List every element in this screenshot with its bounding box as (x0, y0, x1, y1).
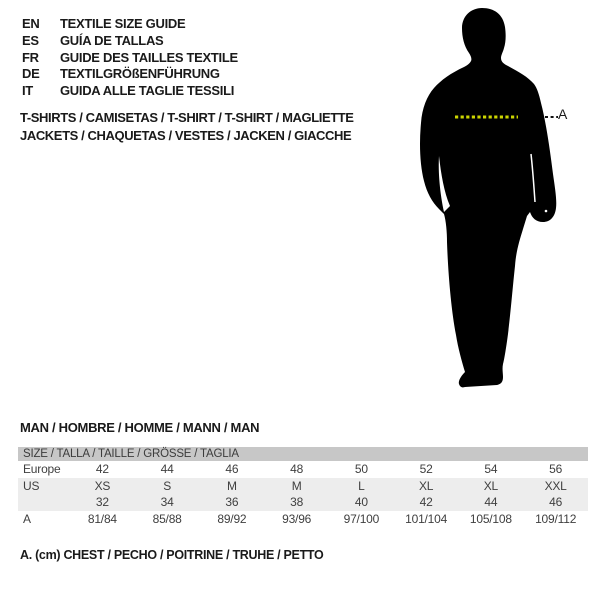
size-cell: 36 (225, 495, 239, 510)
size-cell: 50 (354, 462, 368, 477)
size-cell: 38 (290, 495, 304, 510)
size-cell: 85/88 (152, 511, 182, 526)
size-cell: 101/104 (405, 511, 448, 526)
size-cell: 34 (160, 495, 174, 510)
size-cell: 32 (95, 495, 109, 510)
size-cell: 42 (419, 495, 433, 510)
row-label: Europe (23, 462, 61, 477)
measure-label-a: A (558, 106, 568, 122)
size-cell: 42 (95, 462, 109, 477)
size-cell: 81/84 (87, 511, 117, 526)
language-label: TEXTILE SIZE GUIDE (60, 16, 186, 31)
language-row (22, 83, 238, 100)
table-row (18, 478, 588, 495)
size-cell: XL (418, 478, 434, 493)
garment-line: T-SHIRTS / CAMISETAS / T-SHIRT / T-SHIRT / MAGLIETTE (20, 110, 354, 125)
language-row (22, 16, 238, 33)
measurement-footnote: A. (cm) CHEST / PECHO / POITRINE / TRUHE / PETTO (20, 548, 324, 562)
language-label: GUIDE DES TAILLES TEXTILE (60, 49, 238, 65)
size-cell: 56 (549, 462, 563, 477)
language-label: TEXTILGRÖßENFÜHRUNG (60, 66, 220, 82)
size-cell: XS (94, 478, 111, 493)
table-row (18, 494, 588, 511)
size-cell: 54 (484, 462, 498, 477)
row-label: A (23, 511, 31, 526)
size-cell: 97/100 (343, 511, 380, 526)
size-cell: 46 (549, 495, 563, 510)
row-label: US (23, 478, 40, 493)
size-cell: 48 (290, 462, 304, 477)
section-title-man: MAN / HOMBRE / HOMME / MANN / MAN (20, 420, 260, 435)
size-cell: XXL (544, 478, 567, 493)
garment-type-lines (20, 109, 354, 145)
language-code: ES (22, 32, 39, 48)
language-label: GUIDA ALLE TAGLIE TESSILI (60, 83, 235, 99)
garment-line: JACKETS / CHAQUETAS / VESTES / JACKEN / GIACCHE (20, 128, 352, 143)
table-row (18, 511, 588, 528)
size-cell: L (358, 478, 365, 493)
size-cell: 89/92 (217, 511, 247, 526)
language-code: EN (22, 16, 40, 31)
size-cell: 109/112 (535, 511, 577, 526)
size-cell: XL (483, 478, 499, 493)
language-label: GUÍA DE TALLAS (60, 32, 164, 48)
size-cell: M (226, 478, 237, 493)
hand-highlight (545, 210, 548, 213)
size-table (18, 447, 588, 527)
table-row (18, 461, 588, 478)
man-silhouette-figure (398, 4, 578, 390)
size-table-body (18, 461, 588, 527)
size-cell: 46 (225, 462, 239, 477)
size-cell: 44 (484, 495, 498, 510)
size-cell: 105/108 (469, 511, 512, 526)
size-cell: S (163, 478, 172, 493)
language-code: DE (22, 66, 40, 82)
language-code: IT (22, 83, 33, 99)
language-row (22, 33, 238, 50)
size-cell: M (291, 478, 302, 493)
language-code: FR (22, 49, 39, 65)
size-cell: 40 (354, 495, 368, 510)
language-list (22, 16, 238, 100)
size-cell: 52 (419, 462, 433, 477)
language-row (22, 50, 238, 67)
man-silhouette (420, 8, 556, 387)
language-row (22, 66, 238, 83)
size-table-header: SIZE / TALLA / TAILLE / GRÖSSE / TAGLIA (18, 447, 588, 461)
size-cell: 44 (160, 462, 174, 477)
size-cell: 93/96 (282, 511, 312, 526)
